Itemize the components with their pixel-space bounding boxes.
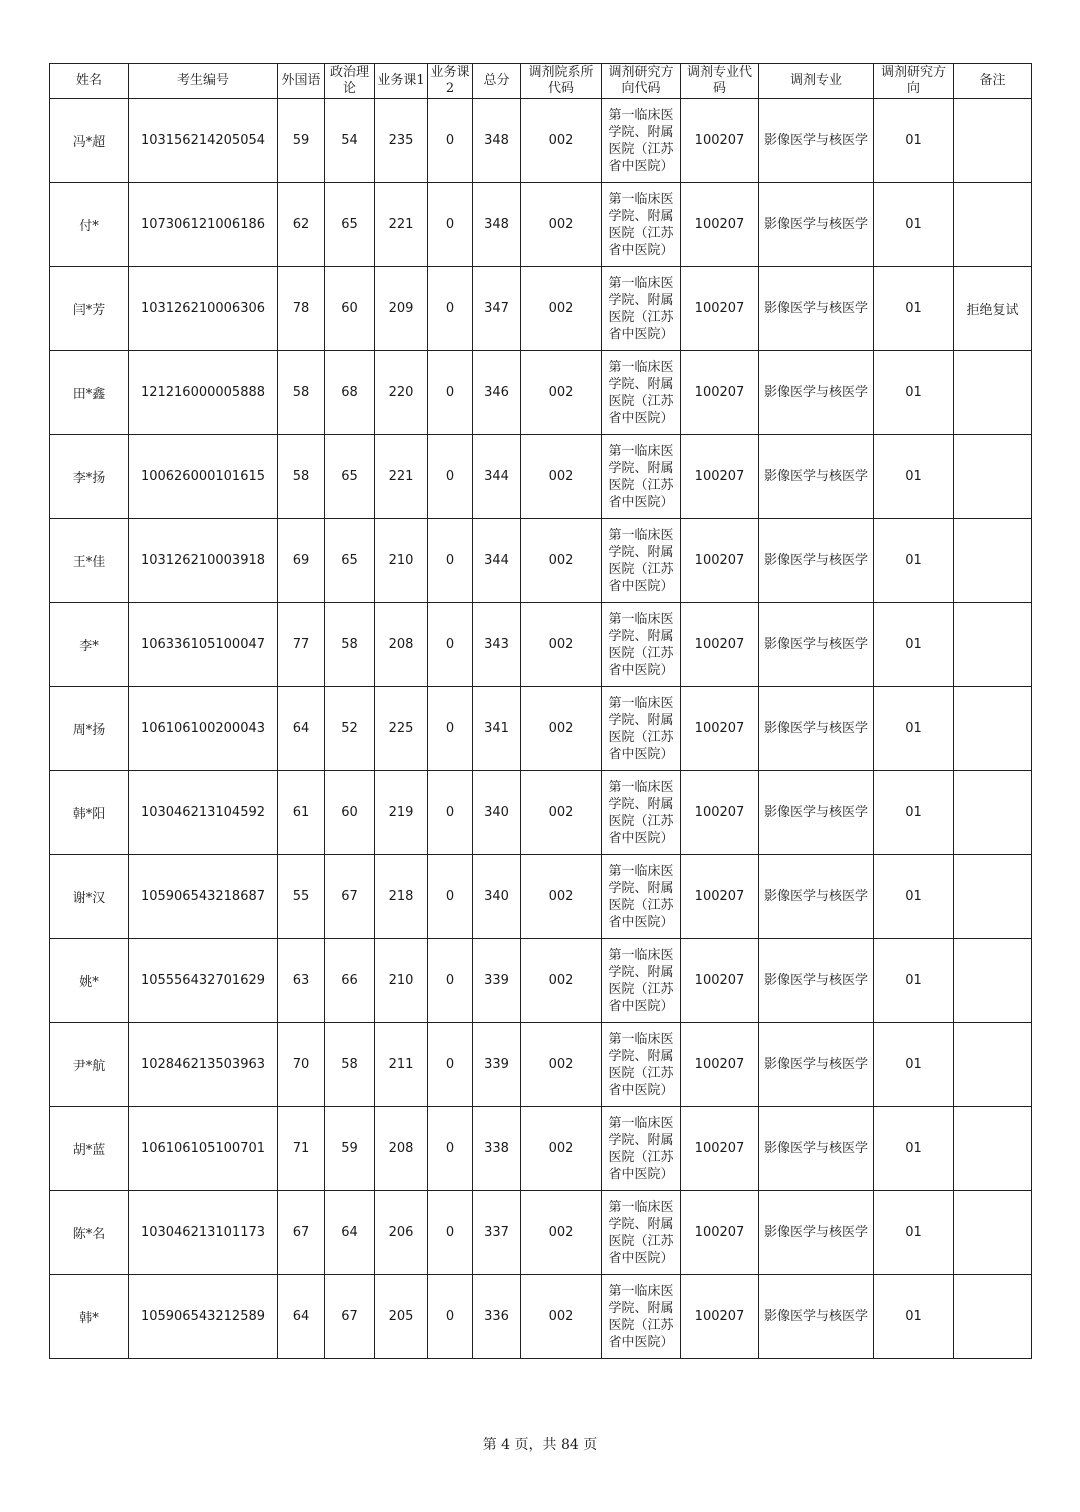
cell-name: 姚* (50, 939, 129, 1023)
cell-course1-score: 209 (375, 267, 428, 351)
cell-major: 影像医学与核医学 (759, 435, 874, 519)
table-row (50, 99, 1032, 183)
cell-course2-score: 0 (428, 1107, 473, 1191)
cell-dept-name: 第一临床医学院、附属医院（江苏省中医院） (602, 351, 681, 435)
cell-politics-score: 60 (325, 771, 375, 855)
cell-candidate-id: 103126210003918 (129, 519, 278, 603)
cell-direction: 01 (874, 603, 954, 687)
cell-direction: 01 (874, 1023, 954, 1107)
cell-major: 影像医学与核医学 (759, 1191, 874, 1275)
cell-major: 影像医学与核医学 (759, 1107, 874, 1191)
cell-dept-name: 第一临床医学院、附属医院（江苏省中医院） (602, 1107, 681, 1191)
cell-major: 影像医学与核医学 (759, 519, 874, 603)
cell-course2-score: 0 (428, 99, 473, 183)
cell-candidate-id: 105906543212589 (129, 1275, 278, 1359)
cell-total-score: 344 (473, 519, 521, 603)
cell-note (954, 183, 1032, 267)
cell-politics-score: 65 (325, 435, 375, 519)
header-course2: 业务课2 (428, 64, 473, 99)
cell-dept-code: 002 (521, 1107, 602, 1191)
header-row (50, 64, 1032, 99)
header-name: 姓名 (50, 64, 129, 99)
table-row (50, 351, 1032, 435)
cell-dept-name: 第一临床医学院、附属医院（江苏省中医院） (602, 435, 681, 519)
cell-dept-code: 002 (521, 855, 602, 939)
cell-major: 影像医学与核医学 (759, 267, 874, 351)
cell-major-code: 100207 (681, 1275, 759, 1359)
cell-course1-score: 210 (375, 519, 428, 603)
cell-course2-score: 0 (428, 855, 473, 939)
cell-major-code: 100207 (681, 1191, 759, 1275)
cell-note (954, 1023, 1032, 1107)
cell-direction: 01 (874, 1107, 954, 1191)
cell-major: 影像医学与核医学 (759, 1023, 874, 1107)
cell-total-score: 340 (473, 771, 521, 855)
cell-note (954, 1275, 1032, 1359)
cell-major: 影像医学与核医学 (759, 939, 874, 1023)
cell-politics-score: 68 (325, 351, 375, 435)
cell-course1-score: 208 (375, 1107, 428, 1191)
cell-total-score: 343 (473, 603, 521, 687)
cell-major-code: 100207 (681, 99, 759, 183)
header-politics: 政治理论 (325, 64, 375, 99)
cell-foreign-score: 59 (278, 99, 325, 183)
cell-foreign-score: 58 (278, 435, 325, 519)
cell-course1-score: 235 (375, 99, 428, 183)
cell-major-code: 100207 (681, 603, 759, 687)
cell-dept-name: 第一临床医学院、附属医院（江苏省中医院） (602, 939, 681, 1023)
cell-name: 李* (50, 603, 129, 687)
table-row (50, 519, 1032, 603)
header-id: 考生编号 (129, 64, 278, 99)
cell-politics-score: 64 (325, 1191, 375, 1275)
cell-total-score: 348 (473, 183, 521, 267)
cell-politics-score: 54 (325, 99, 375, 183)
cell-dept-name: 第一临床医学院、附属医院（江苏省中医院） (602, 1275, 681, 1359)
table-row (50, 771, 1032, 855)
cell-direction: 01 (874, 771, 954, 855)
cell-foreign-score: 55 (278, 855, 325, 939)
cell-name: 谢*汉 (50, 855, 129, 939)
cell-foreign-score: 71 (278, 1107, 325, 1191)
table-row (50, 1275, 1032, 1359)
header-direction: 调剂研究方向 (874, 64, 954, 99)
cell-course2-score: 0 (428, 687, 473, 771)
table-row (50, 939, 1032, 1023)
cell-course1-score: 225 (375, 687, 428, 771)
cell-total-score: 336 (473, 1275, 521, 1359)
cell-politics-score: 58 (325, 603, 375, 687)
cell-major: 影像医学与核医学 (759, 771, 874, 855)
cell-total-score: 348 (473, 99, 521, 183)
cell-major-code: 100207 (681, 351, 759, 435)
table-row (50, 1107, 1032, 1191)
page-footer: 第 4 页，共 84 页 (482, 1437, 598, 1453)
cell-course2-score: 0 (428, 351, 473, 435)
cell-dept-name: 第一临床医学院、附属医院（江苏省中医院） (602, 1191, 681, 1275)
cell-politics-score: 59 (325, 1107, 375, 1191)
cell-course1-score: 211 (375, 1023, 428, 1107)
header-course1: 业务课1 (375, 64, 428, 99)
cell-major-code: 100207 (681, 435, 759, 519)
cell-name: 尹*航 (50, 1023, 129, 1107)
cell-name: 周*扬 (50, 687, 129, 771)
cell-dept-code: 002 (521, 99, 602, 183)
cell-candidate-id: 121216000005888 (129, 351, 278, 435)
cell-major-code: 100207 (681, 183, 759, 267)
cell-candidate-id: 102846213503963 (129, 1023, 278, 1107)
cell-course1-score: 206 (375, 1191, 428, 1275)
cell-total-score: 337 (473, 1191, 521, 1275)
cell-dept-name: 第一临床医学院、附属医院（江苏省中医院） (602, 771, 681, 855)
cell-note (954, 1107, 1032, 1191)
cell-dept-name: 第一临床医学院、附属医院（江苏省中医院） (602, 519, 681, 603)
cell-politics-score: 67 (325, 1275, 375, 1359)
cell-course2-score: 0 (428, 1275, 473, 1359)
table-row (50, 435, 1032, 519)
cell-foreign-score: 69 (278, 519, 325, 603)
cell-major: 影像医学与核医学 (759, 687, 874, 771)
cell-dept-code: 002 (521, 771, 602, 855)
cell-dept-code: 002 (521, 267, 602, 351)
cell-foreign-score: 63 (278, 939, 325, 1023)
cell-total-score: 338 (473, 1107, 521, 1191)
cell-foreign-score: 67 (278, 1191, 325, 1275)
cell-dept-name: 第一临床医学院、附属医院（江苏省中医院） (602, 855, 681, 939)
cell-total-score: 346 (473, 351, 521, 435)
cell-dept-code: 002 (521, 939, 602, 1023)
cell-direction: 01 (874, 435, 954, 519)
cell-dept-name: 第一临床医学院、附属医院（江苏省中医院） (602, 183, 681, 267)
cell-course2-score: 0 (428, 1023, 473, 1107)
cell-course1-score: 208 (375, 603, 428, 687)
cell-major-code: 100207 (681, 687, 759, 771)
cell-dept-name: 第一临床医学院、附属医院（江苏省中医院） (602, 603, 681, 687)
header-major: 调剂专业 (759, 64, 874, 99)
cell-dept-name: 第一临床医学院、附属医院（江苏省中医院） (602, 99, 681, 183)
cell-foreign-score: 64 (278, 1275, 325, 1359)
cell-course1-score: 220 (375, 351, 428, 435)
table-header (50, 64, 1032, 99)
cell-major: 影像医学与核医学 (759, 99, 874, 183)
cell-major: 影像医学与核医学 (759, 855, 874, 939)
cell-dept-code: 002 (521, 519, 602, 603)
cell-total-score: 341 (473, 687, 521, 771)
cell-major: 影像医学与核医学 (759, 603, 874, 687)
table-row (50, 603, 1032, 687)
cell-candidate-id: 103156214205054 (129, 99, 278, 183)
cell-dept-code: 002 (521, 1275, 602, 1359)
cell-candidate-id: 106336105100047 (129, 603, 278, 687)
table-row (50, 687, 1032, 771)
cell-name: 冯*超 (50, 99, 129, 183)
cell-name: 韩* (50, 1275, 129, 1359)
cell-major-code: 100207 (681, 855, 759, 939)
cell-politics-score: 65 (325, 519, 375, 603)
cell-note (954, 939, 1032, 1023)
cell-dept-name: 第一临床医学院、附属医院（江苏省中医院） (602, 1023, 681, 1107)
cell-foreign-score: 58 (278, 351, 325, 435)
cell-note (954, 351, 1032, 435)
cell-total-score: 339 (473, 939, 521, 1023)
cell-total-score: 339 (473, 1023, 521, 1107)
cell-course1-score: 210 (375, 939, 428, 1023)
cell-dept-code: 002 (521, 183, 602, 267)
cell-candidate-id: 106106105100701 (129, 1107, 278, 1191)
cell-direction: 01 (874, 1275, 954, 1359)
cell-note (954, 771, 1032, 855)
cell-politics-score: 60 (325, 267, 375, 351)
cell-name: 陈*名 (50, 1191, 129, 1275)
header-major-code: 调剂专业代码 (681, 64, 759, 99)
cell-direction: 01 (874, 939, 954, 1023)
cell-foreign-score: 78 (278, 267, 325, 351)
cell-note (954, 855, 1032, 939)
cell-major-code: 100207 (681, 1107, 759, 1191)
table-row (50, 1191, 1032, 1275)
table-row (50, 1023, 1032, 1107)
cell-major-code: 100207 (681, 939, 759, 1023)
cell-foreign-score: 64 (278, 687, 325, 771)
cell-direction: 01 (874, 99, 954, 183)
cell-dept-name: 第一临床医学院、附属医院（江苏省中医院） (602, 267, 681, 351)
table-row (50, 267, 1032, 351)
cell-name: 胡*蓝 (50, 1107, 129, 1191)
cell-note (954, 99, 1032, 183)
cell-politics-score: 58 (325, 1023, 375, 1107)
cell-dept-code: 002 (521, 687, 602, 771)
cell-candidate-id: 103046213104592 (129, 771, 278, 855)
cell-course2-score: 0 (428, 939, 473, 1023)
cell-foreign-score: 70 (278, 1023, 325, 1107)
cell-course1-score: 219 (375, 771, 428, 855)
cell-total-score: 340 (473, 855, 521, 939)
cell-note (954, 519, 1032, 603)
cell-dept-code: 002 (521, 351, 602, 435)
cell-dept-code: 002 (521, 603, 602, 687)
cell-candidate-id: 100626000101615 (129, 435, 278, 519)
cell-course2-score: 0 (428, 435, 473, 519)
cell-note (954, 687, 1032, 771)
cell-course2-score: 0 (428, 603, 473, 687)
cell-dept-name: 第一临床医学院、附属医院（江苏省中医院） (602, 687, 681, 771)
cell-note (954, 435, 1032, 519)
cell-major: 影像医学与核医学 (759, 351, 874, 435)
cell-direction: 01 (874, 351, 954, 435)
cell-major: 影像医学与核医学 (759, 183, 874, 267)
cell-name: 付* (50, 183, 129, 267)
cell-note (954, 1191, 1032, 1275)
cell-politics-score: 65 (325, 183, 375, 267)
cell-course1-score: 218 (375, 855, 428, 939)
cell-major-code: 100207 (681, 267, 759, 351)
cell-note (954, 603, 1032, 687)
cell-total-score: 344 (473, 435, 521, 519)
cell-direction: 01 (874, 855, 954, 939)
cell-candidate-id: 107306121006186 (129, 183, 278, 267)
cell-direction: 01 (874, 687, 954, 771)
cell-name: 王*佳 (50, 519, 129, 603)
table-row (50, 855, 1032, 939)
cell-candidate-id: 105906543218687 (129, 855, 278, 939)
cell-name: 韩*阳 (50, 771, 129, 855)
cell-name: 闫*芳 (50, 267, 129, 351)
cell-course1-score: 205 (375, 1275, 428, 1359)
cell-course1-score: 221 (375, 435, 428, 519)
cell-foreign-score: 62 (278, 183, 325, 267)
admission-table (49, 63, 1032, 1359)
header-foreign: 外国语 (278, 64, 325, 99)
cell-candidate-id: 106106100200043 (129, 687, 278, 771)
cell-note: 拒绝复试 (954, 267, 1032, 351)
header-total: 总分 (473, 64, 521, 99)
cell-course2-score: 0 (428, 1191, 473, 1275)
cell-dept-code: 002 (521, 1191, 602, 1275)
cell-politics-score: 66 (325, 939, 375, 1023)
cell-dept-code: 002 (521, 435, 602, 519)
cell-name: 田*鑫 (50, 351, 129, 435)
header-note: 备注 (954, 64, 1032, 99)
table-body (50, 99, 1032, 1359)
header-dept-code: 调剂院系所代码 (521, 64, 602, 99)
cell-direction: 01 (874, 1191, 954, 1275)
cell-major-code: 100207 (681, 519, 759, 603)
cell-candidate-id: 103126210006306 (129, 267, 278, 351)
cell-course2-score: 0 (428, 771, 473, 855)
cell-dept-code: 002 (521, 1023, 602, 1107)
cell-name: 李*扬 (50, 435, 129, 519)
header-direction-code: 调剂研究方向代码 (602, 64, 681, 99)
cell-foreign-score: 77 (278, 603, 325, 687)
cell-major: 影像医学与核医学 (759, 1275, 874, 1359)
cell-politics-score: 67 (325, 855, 375, 939)
cell-total-score: 347 (473, 267, 521, 351)
cell-major-code: 100207 (681, 771, 759, 855)
cell-major-code: 100207 (681, 1023, 759, 1107)
cell-direction: 01 (874, 267, 954, 351)
cell-direction: 01 (874, 183, 954, 267)
table-row (50, 183, 1032, 267)
cell-candidate-id: 103046213101173 (129, 1191, 278, 1275)
cell-course2-score: 0 (428, 183, 473, 267)
cell-course2-score: 0 (428, 267, 473, 351)
cell-candidate-id: 105556432701629 (129, 939, 278, 1023)
cell-course1-score: 221 (375, 183, 428, 267)
cell-politics-score: 52 (325, 687, 375, 771)
cell-course2-score: 0 (428, 519, 473, 603)
cell-direction: 01 (874, 519, 954, 603)
cell-foreign-score: 61 (278, 771, 325, 855)
